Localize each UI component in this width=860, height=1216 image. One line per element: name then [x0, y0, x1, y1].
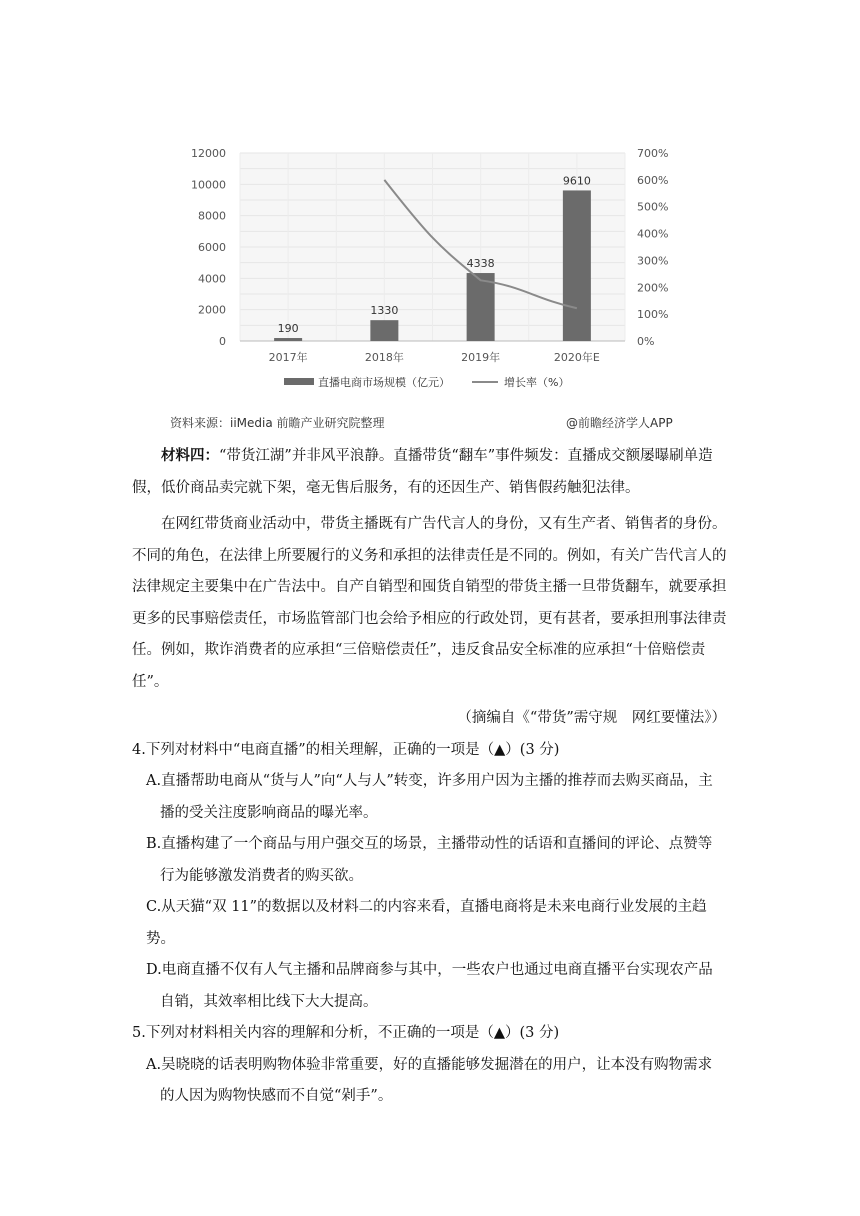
- left-tick-label: 12000: [191, 147, 226, 160]
- q4-option-d-line1: D.电商直播不仅有人气主播和品牌商参与其中，一些农户也通过电商直播平台实现农产品: [146, 962, 713, 978]
- left-tick-label: 4000: [198, 272, 226, 286]
- bar-value-label: 1330: [370, 304, 399, 318]
- left-tick-label: 10000: [191, 178, 226, 192]
- chart-legend: [284, 375, 569, 389]
- x-category-label: 2017年: [268, 351, 308, 364]
- q4-option-c: C.从天猫“双 11”的数据以及材料二的内容来看，直播电商将是未来电商行业发展的主趋势。: [146, 899, 707, 947]
- x-category-label: 2020年E: [553, 351, 600, 364]
- bar: [467, 273, 495, 341]
- document-body: [132, 440, 732, 1113]
- q4-option-b-line1: B.直播构建了一个商品与用户强交互的场景，主播带动性的话语和直播间的评论、点赞等: [146, 836, 713, 852]
- q4-option-b-line2: 行为能够激发消费者的购买欲。: [160, 867, 363, 884]
- q5-option-a-line1: A.吴晓晓的话表明购物体验非常重要，好的直播能够发掘潜在的用户，让本没有购物需求: [146, 1056, 713, 1073]
- x-category-label: 2018年: [364, 351, 404, 364]
- material4-label: 材料四：: [161, 447, 219, 464]
- left-tick-label: 0: [219, 335, 226, 348]
- bar-value-label: 190: [277, 322, 299, 336]
- bar-value-label: 9610: [562, 174, 591, 188]
- source-credit: @前瞻经济学人APP: [566, 416, 673, 430]
- x-axis-categories: [269, 350, 600, 364]
- legend-bar-label: 直播电商市场规模（亿元）: [318, 376, 450, 389]
- left-tick-label: 2000: [198, 303, 226, 317]
- left-tick-label: 6000: [198, 241, 226, 254]
- material4-text-1: “带货江湖”并非风平浪静。直播带货“翻车”事件频发：直播成交额屡曝刷单造假，低价商品卖完就下架，毫无售后服务，有的还因生产、销售假药触犯法律。: [132, 448, 713, 496]
- right-tick-label: 500%: [637, 200, 669, 214]
- right-tick-label: 400%: [637, 227, 669, 241]
- q4-option-a-line2: 播的受关注度影响商品的曝光率。: [160, 804, 378, 821]
- source-note: 资料来源：iiMedia 前瞻产业研究院整理: [170, 416, 385, 430]
- market-size-chart: [170, 140, 690, 405]
- right-tick-label: 600%: [637, 173, 669, 187]
- citation: （摘编自《“带货”需守规 网红要懂法》）: [457, 710, 726, 726]
- material4-paragraph-1: [132, 440, 732, 504]
- question-5-stem: 5.下列对材料相关内容的理解和分析，不正确的一项是（▲）(3 分): [132, 1025, 560, 1041]
- right-tick-label: 300%: [637, 254, 669, 268]
- bar: [274, 338, 302, 341]
- right-tick-label: 200%: [637, 281, 669, 295]
- q4-option-a-line1: A.直播帮助电商从“货与人”向“人与人”转变，许多用户因为主播的推荐而去购买商品，主: [146, 773, 713, 789]
- q5-option-a-line2: 的人因为购物快感而不自觉“剁手”。: [160, 1088, 393, 1104]
- right-tick-label: 100%: [637, 308, 669, 322]
- left-axis-ticks: [191, 147, 226, 348]
- right-tick-label: 0%: [637, 335, 655, 348]
- bar: [370, 320, 398, 341]
- q4-option-d-line2: 自销，其效率相比线下大大提高。: [160, 993, 378, 1010]
- legend-line-label: 增长率（%）: [504, 376, 570, 389]
- legend-bar-swatch: [284, 378, 314, 385]
- x-category-label: 2019年: [461, 351, 501, 364]
- right-axis-ticks: [637, 147, 668, 348]
- material4-paragraph-2: 在网红带货商业活动中，带货主播既有广告代言人的身份，又有生产者、销售者的身份。不同的角色，在法律上所要履行的义务和承担的法律责任是不同的。例如，有关广告代言人的法律规定主要集中在广告法中。自产自销型和囤货自销型的带货主播一旦带货翻车，就要承担更多的民事赔偿责任，市场监管部门也会给予相应的行政处罚，更有甚者，要承担刑事法律责任。例如，欺诈消费者的应承担“三倍赔偿责任”，违反食品安全标准的应承担“十倍赔偿责任”。: [132, 516, 727, 690]
- left-tick-label: 8000: [198, 209, 226, 223]
- bar: [563, 190, 591, 341]
- right-tick-label: 700%: [637, 147, 669, 160]
- bar-value-label: 4338: [466, 257, 495, 271]
- question-4-stem: 4.下列对材料中“电商直播”的相关理解，正确的一项是（▲）(3 分): [132, 741, 560, 758]
